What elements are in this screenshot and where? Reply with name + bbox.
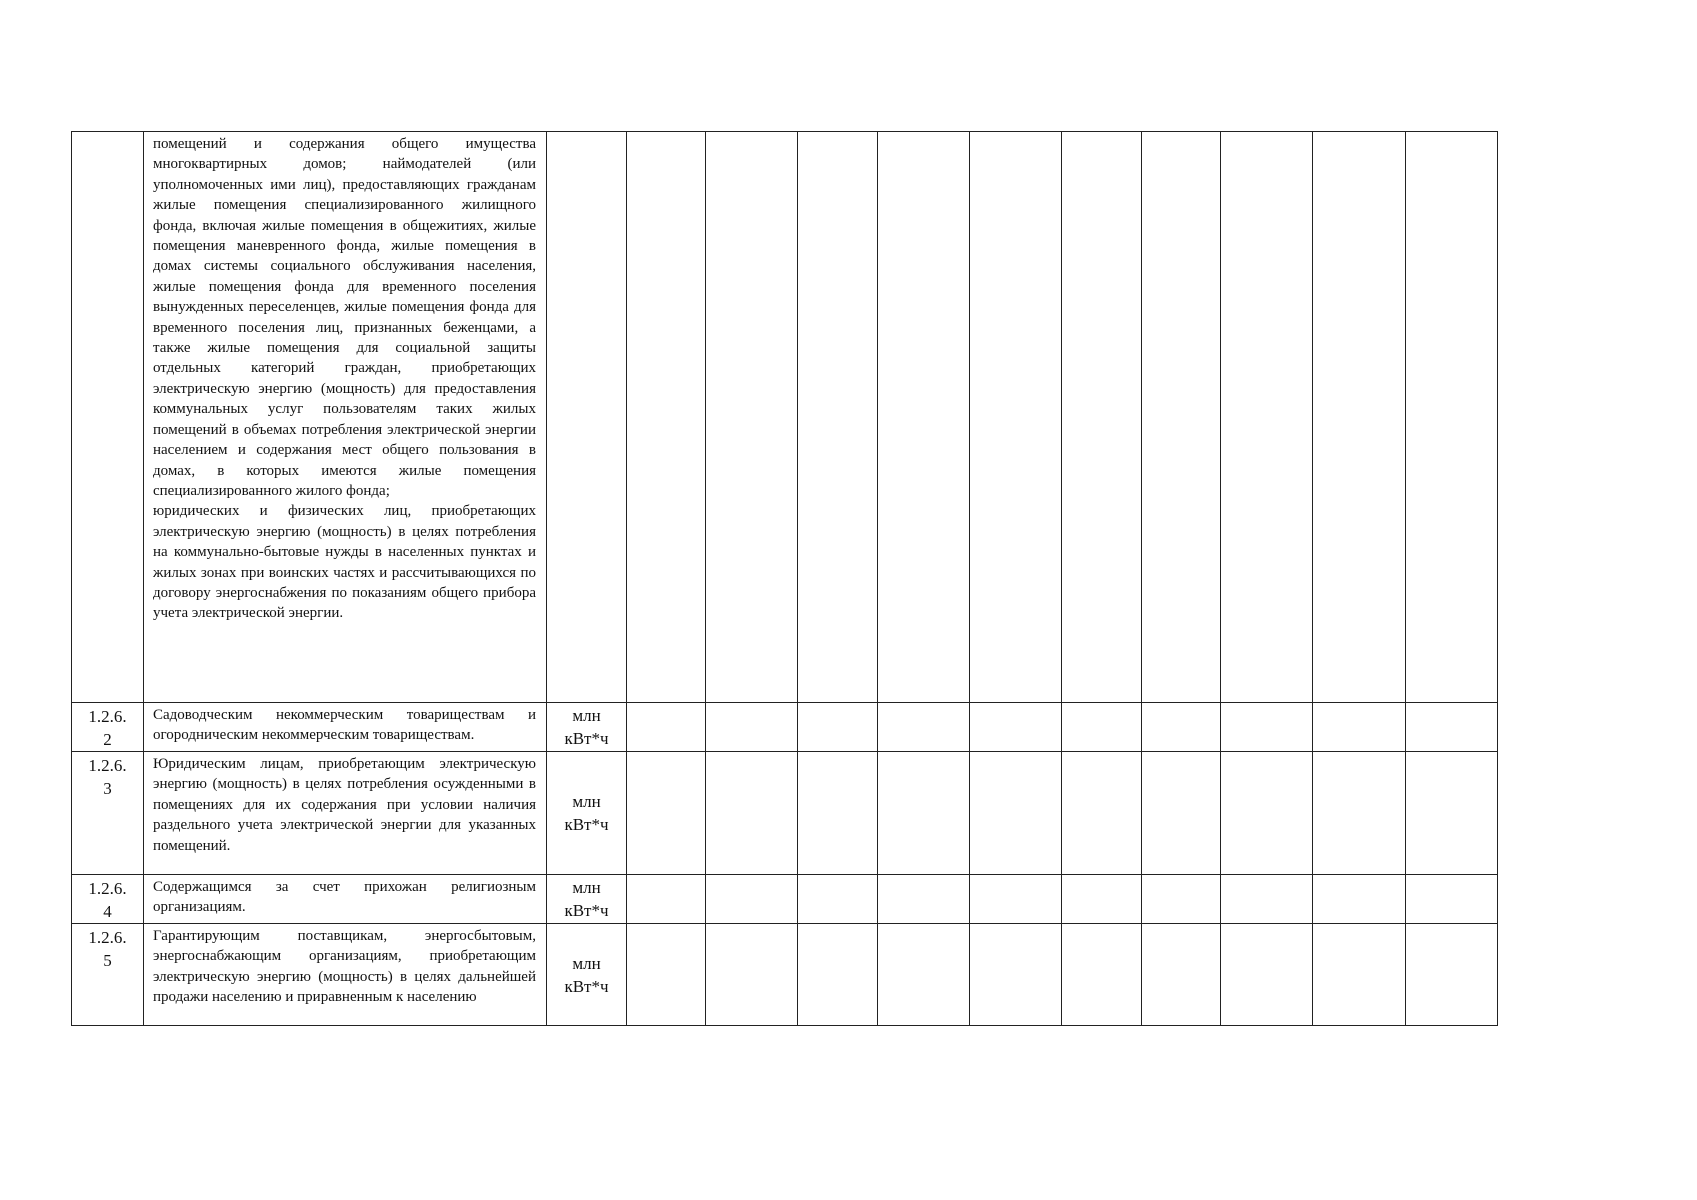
unit-text: млн bbox=[572, 706, 601, 725]
value-cell bbox=[798, 752, 878, 875]
value-cell bbox=[1406, 132, 1498, 703]
consumption-table bbox=[71, 131, 1498, 1026]
unit-text: кВт*ч bbox=[564, 729, 609, 748]
value-cell bbox=[1062, 875, 1142, 924]
row-number-text: 1.2.6. 5 bbox=[88, 928, 127, 970]
value-cell bbox=[1406, 703, 1498, 752]
value-cell bbox=[1313, 132, 1406, 703]
value-cell bbox=[1313, 752, 1406, 875]
description-paragraph: Содержащимся за счет прихожан религиозным организациям. bbox=[153, 879, 536, 916]
value-cell bbox=[1313, 703, 1406, 752]
value-cell bbox=[1142, 703, 1221, 752]
table-row bbox=[72, 703, 1498, 752]
value-cell bbox=[798, 875, 878, 924]
value-cell bbox=[627, 752, 706, 875]
value-cell bbox=[706, 703, 798, 752]
table-row bbox=[72, 752, 1498, 875]
value-cell bbox=[878, 132, 970, 703]
value-cell bbox=[1062, 132, 1142, 703]
value-cell bbox=[1406, 924, 1498, 1026]
description-paragraph: Юридическим лицам, приобретающим электрическую энергию (мощность) в целях потребления осужденными в помещениях для их содержания при условии наличия раздельного учета электрической энергии для указанных помещений. bbox=[153, 756, 536, 854]
unit-text: млн bbox=[572, 792, 601, 811]
value-cell bbox=[1221, 752, 1313, 875]
value-cell bbox=[1062, 752, 1142, 875]
unit-text: кВт*ч bbox=[564, 815, 609, 834]
row-description bbox=[144, 132, 547, 703]
description-paragraph: Садоводческим некоммерческим товариществам и огородническим некоммерческим товариществам. bbox=[153, 707, 536, 744]
value-cell bbox=[1062, 703, 1142, 752]
value-cell bbox=[1142, 924, 1221, 1026]
value-cell bbox=[1221, 875, 1313, 924]
value-cell bbox=[706, 924, 798, 1026]
value-cell bbox=[1406, 875, 1498, 924]
value-cell bbox=[878, 875, 970, 924]
row-number-text: 1.2.6. 2 bbox=[88, 707, 127, 749]
value-cell bbox=[1142, 132, 1221, 703]
value-cell bbox=[1142, 752, 1221, 875]
unit-cell bbox=[547, 703, 627, 752]
row-description bbox=[144, 752, 547, 875]
unit-text: кВт*ч bbox=[564, 976, 609, 996]
row-number bbox=[72, 752, 144, 875]
value-cell bbox=[798, 132, 878, 703]
value-cell bbox=[970, 924, 1062, 1026]
table-row bbox=[72, 875, 1498, 924]
unit-text: млн bbox=[572, 953, 601, 973]
unit-cell bbox=[547, 752, 627, 875]
row-number bbox=[72, 924, 144, 1026]
tariff-table-page bbox=[71, 131, 1498, 1026]
value-cell bbox=[627, 875, 706, 924]
unit-text: кВт*ч bbox=[564, 901, 609, 920]
table-body bbox=[72, 132, 1498, 1026]
value-cell bbox=[627, 703, 706, 752]
value-cell bbox=[627, 132, 706, 703]
value-cell bbox=[1062, 924, 1142, 1026]
value-cell bbox=[970, 132, 1062, 703]
value-cell bbox=[798, 924, 878, 1026]
row-number-text: 1.2.6. 4 bbox=[88, 879, 127, 921]
unit-text: млн bbox=[572, 878, 601, 897]
unit-cell bbox=[547, 132, 627, 703]
unit-cell bbox=[547, 875, 627, 924]
value-cell bbox=[878, 924, 970, 1026]
value-cell bbox=[1221, 924, 1313, 1026]
value-cell bbox=[1313, 924, 1406, 1026]
value-cell bbox=[706, 132, 798, 703]
row-number bbox=[72, 132, 144, 703]
row-number-text: 1.2.6. 3 bbox=[88, 756, 127, 798]
value-cell bbox=[627, 924, 706, 1026]
description-paragraph: Гарантирующим поставщикам, энергосбытовым, энергоснабжающим организациям, приобретающим электрическую энергию (мощность) в целях дальнейшей продажи населению и приравненным к населению bbox=[153, 928, 536, 1006]
table-row bbox=[72, 132, 1498, 703]
value-cell bbox=[1142, 875, 1221, 924]
value-cell bbox=[706, 752, 798, 875]
value-cell bbox=[798, 703, 878, 752]
table-row bbox=[72, 924, 1498, 1026]
value-cell bbox=[1221, 132, 1313, 703]
value-cell bbox=[970, 752, 1062, 875]
value-cell bbox=[878, 703, 970, 752]
value-cell bbox=[1406, 752, 1498, 875]
row-description bbox=[144, 703, 547, 752]
value-cell bbox=[1313, 875, 1406, 924]
value-cell bbox=[970, 703, 1062, 752]
row-description bbox=[144, 924, 547, 1026]
value-cell bbox=[878, 752, 970, 875]
unit-cell bbox=[547, 924, 627, 1026]
row-description bbox=[144, 875, 547, 924]
row-number bbox=[72, 875, 144, 924]
description-paragraph: юридических и физических лиц, приобретающих электрическую энергию (мощность) в целях потребления на коммунально-бытовые нужды в населенных пунктах и жилых зонах при воинских частях и рассчитывающихся по договору энергоснабжения по показаниям общего прибора учета электрической энергии. bbox=[153, 503, 536, 622]
value-cell bbox=[1221, 703, 1313, 752]
row-number bbox=[72, 703, 144, 752]
value-cell bbox=[706, 875, 798, 924]
description-paragraph: помещений и содержания общего имущества многоквартирных домов; наймодателей (или уполномоченных ими лиц), предоставляющих гражданам жилые помещения специализированного жилищного фонда, включая жилые помещения в общежитиях, жилые помещения маневренного фонда, жилые помещения в домах системы социального обслуживания населения, жилые помещения фонда для временного поселения вынужденных переселенцев, жилые помещения фонда для временного поселения лиц, признанных беженцами, а также жилые помещения для социальной защиты отдельных категорий граждан, приобретающих электрическую энергию (мощность) для предоставления коммунальных услуг пользователям таких жилых помещений в объемах потребления электрической энергии населением и содержания мест общего пользования в домах, в которых имеются жилые помещения специализированного жилого фонда; bbox=[153, 136, 536, 499]
value-cell bbox=[970, 875, 1062, 924]
